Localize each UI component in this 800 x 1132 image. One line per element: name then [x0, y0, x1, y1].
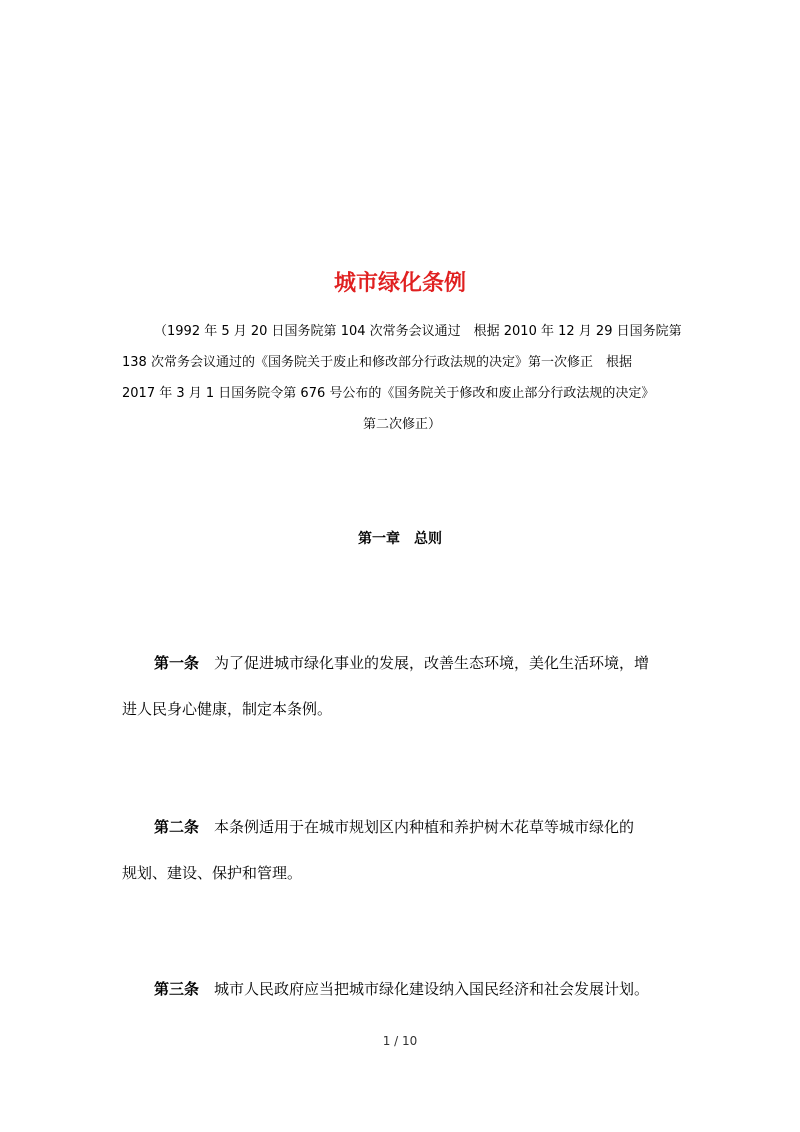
article-1 [122, 640, 682, 732]
article-1-label: 第一条 [154, 654, 200, 672]
article-2-label: 第二条 [154, 818, 200, 836]
article-2-text-2: 规划、建设、保护和管理。 [122, 864, 303, 882]
article-2-line-1 [122, 804, 682, 850]
article-3-label: 第三条 [154, 980, 200, 998]
note-line-1: （1992 年 5 月 20 日国务院第 104 次常务会议通过 根据 2010 年 12 月 29 日国务院第 [154, 324, 682, 339]
article-3-line-1 [122, 966, 682, 1012]
article-2 [122, 804, 682, 896]
article-3-text-1: 城市人民政府应当把城市绿化建设纳入国民经济和社会发展计划。 [214, 980, 650, 998]
note-line-2: 138 次常务会议通过的《国务院关于废止和修改部分行政法规的决定》第一次修正 根据 [122, 355, 632, 370]
note-line-3: 2017 年 3 月 1 日国务院令第 676 号公布的《国务院关于修改和废止部分行政法规的决定》 [122, 386, 655, 401]
article-1-text-2: 进人民身心健康，制定本条例。 [122, 700, 333, 718]
chapter-heading: 第一章 总则 [358, 531, 442, 547]
article-1-line-1 [122, 640, 682, 686]
amendment-note [122, 316, 682, 440]
page-number: 1 / 10 [382, 1034, 418, 1048]
document-title: 城市绿化条例 [333, 271, 466, 296]
article-1-text-1: 为了促进城市绿化事业的发展，改善生态环境，美化生活环境，增 [214, 654, 650, 672]
note-line-4: 第二次修正） [362, 417, 441, 432]
article-3 [122, 966, 682, 1012]
article-2-text-1: 本条例适用于在城市规划区内种植和养护树木花草等城市绿化的 [214, 818, 635, 836]
